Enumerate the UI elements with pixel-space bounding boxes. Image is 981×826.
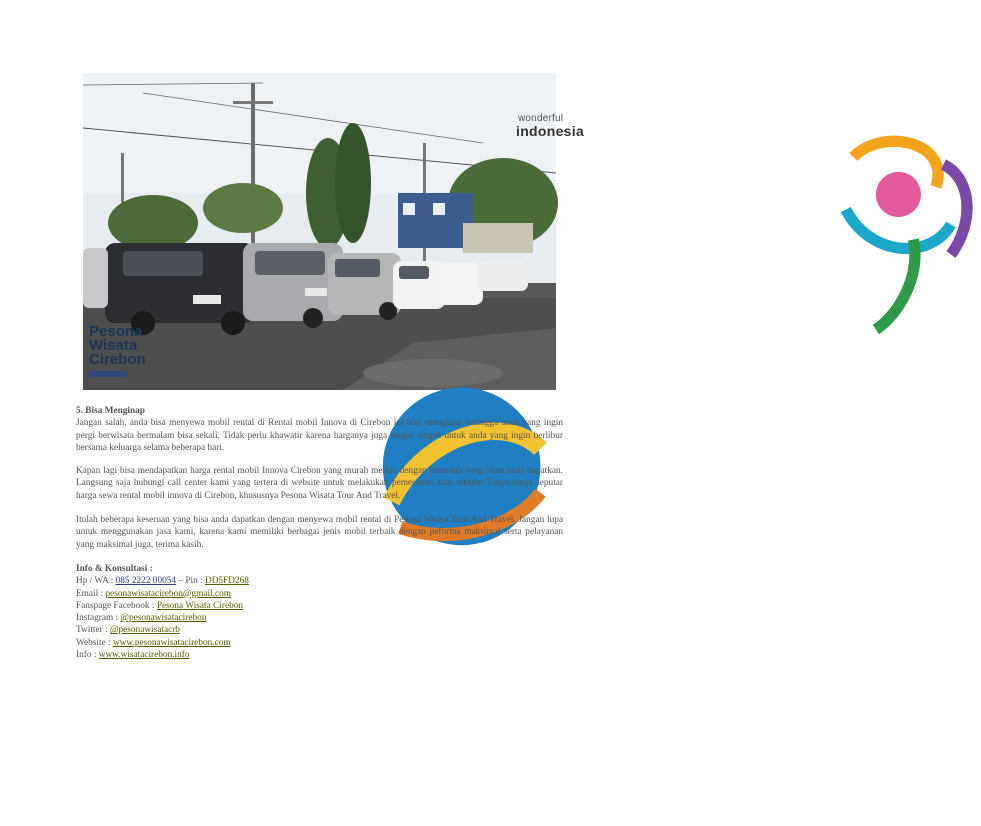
- website-label: Website :: [76, 637, 113, 648]
- info-label: Info :: [76, 650, 99, 661]
- paragraph-3: Itulah beberapa keseruan yang bisa anda dapatkan dengan menyewa mobil rental di Pesona Wisata Tour And Travel. Jangan lupa untuk menggunakan jasa kami, karena kami memiliki berbagai jenis mobil terbaik dengan peforma maksimal serta pelayanan yang maksimal juga, terima kasih.: [76, 515, 563, 550]
- email-label: Email :: [76, 588, 106, 599]
- info-email-line: [76, 588, 563, 600]
- section-heading: 5. Bisa Menginap: [76, 406, 145, 416]
- paragraph-1: Jangan salah, anda bisa menyewa mobil rental di Rental mobil Innova di Cirebon ini bisa menginap sehingga anda yang ingin pergi berwisata bermalam bisa sekali. Tidak perlu khawatir karena harganya juga sangat ringan untuk anda yang ingin berlibur bersama keluarga selama beberapa hari.: [76, 418, 563, 453]
- info-website-line: [76, 637, 563, 649]
- info-block: [76, 563, 563, 661]
- info-info-line: [76, 649, 563, 661]
- instagram-label: Instagram :: [76, 613, 121, 624]
- watermark-bar: [89, 371, 127, 377]
- hp-link[interactable]: 085 2222 00054: [115, 576, 177, 587]
- pin-link[interactable]: DD5FD268: [204, 576, 249, 587]
- pin-separator: – Pin :: [176, 576, 205, 587]
- email-link[interactable]: pesonawisatacirebon@gmail.com: [105, 588, 231, 599]
- facebook-link[interactable]: Pesona Wisata Cirebon: [156, 600, 244, 611]
- logo-wonderful-text: wonderful: [518, 113, 564, 124]
- parking-lot-photo: [83, 73, 585, 390]
- watermark-line1: Pesona: [89, 323, 143, 340]
- instagram-link[interactable]: @pesonawisatacirebon: [120, 613, 207, 624]
- info-facebook-line: [76, 600, 563, 612]
- info-website-link[interactable]: www.wisatacirebon.info: [98, 650, 190, 661]
- facebook-label: Fanspage Facebook :: [76, 600, 157, 611]
- info-title: Info & Konsultasi :: [76, 563, 153, 574]
- info-instagram-line: [76, 612, 563, 624]
- article-content: [76, 405, 563, 661]
- logo-indonesia-text: indonesia: [516, 123, 585, 139]
- website-link[interactable]: www.pesonawisatacirebon.com: [112, 637, 231, 648]
- twitter-label: Twitter :: [76, 625, 110, 636]
- watermark-line2: Wisata: [89, 337, 138, 354]
- info-twitter-line: [76, 624, 563, 636]
- watermark-line3: Cirebon: [89, 351, 146, 368]
- wonderful-indonesia-logo: [508, 81, 634, 141]
- pesona-wisata-watermark: [85, 321, 193, 387]
- paragraph-2: Kapan lagi bisa mendapatkan harga rental mobil Innova Cirebon yang murah meriah dengan keseruan yang akan anda dapatkan. Langsung saja hubungi call center kami yang tertera di website untuk melakukan pemesanan atau sekedar Tanya-tanya seputar harga sewa rental mobil innova di Cirebon, khususnya Pesona Wisata Tour And Travel.: [76, 466, 563, 501]
- info-hp-line: [76, 575, 563, 587]
- hp-label: Hp / WA :: [76, 576, 116, 587]
- twitter-link[interactable]: @pesonawisatacrb: [109, 625, 180, 636]
